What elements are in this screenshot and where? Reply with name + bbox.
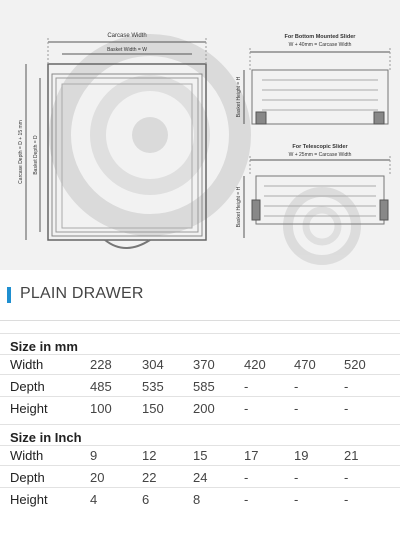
table-cell: 19 <box>294 448 309 463</box>
table-cell: 21 <box>344 448 359 463</box>
table-cell: 6 <box>142 492 150 507</box>
table-cell: 420 <box>244 357 266 372</box>
section-rule <box>0 333 400 334</box>
row-label-width: Width <box>10 448 44 463</box>
table-cell: 470 <box>294 357 316 372</box>
table-cell: 12 <box>142 448 157 463</box>
row-label-depth: Depth <box>10 379 45 394</box>
table-cell: - <box>294 401 299 416</box>
row-rule <box>0 487 400 488</box>
table-cell: - <box>344 470 349 485</box>
table-cell: 15 <box>193 448 208 463</box>
row-label-height: Height <box>10 401 48 416</box>
row-label-height: Height <box>10 492 48 507</box>
row-rule <box>0 374 400 375</box>
section-heading: Size in mm <box>10 339 78 354</box>
title-divider <box>0 320 400 321</box>
telescopic-basket-height-label: Basket Height = H <box>236 186 242 228</box>
table-cell: - <box>294 379 299 394</box>
carcase-width-label: Carcase Width <box>107 33 147 39</box>
basket-depth-label: Basket Depth = D <box>33 135 39 175</box>
table-cell: 24 <box>193 470 208 485</box>
table-cell: - <box>344 379 349 394</box>
table-cell: - <box>344 492 349 507</box>
table-cell: 22 <box>142 470 157 485</box>
section-heading: Size in Inch <box>10 430 82 445</box>
telescopic-slider-title: For Telescopic Slider <box>292 144 348 150</box>
table-cell: 100 <box>90 401 112 416</box>
table-cell: 535 <box>142 379 164 394</box>
table-cell: 585 <box>193 379 215 394</box>
carcase-depth-label: Carcase Depth = D + 15 mm <box>18 120 24 184</box>
section-heading-rule <box>0 354 400 355</box>
table-cell: - <box>244 492 249 507</box>
table-cell: 370 <box>193 357 215 372</box>
table-cell: 8 <box>193 492 201 507</box>
telescopic-slider-formula: W + 25mm = Carcase Width <box>288 152 352 158</box>
title-accent-bar <box>7 287 11 303</box>
table-cell: 304 <box>142 357 164 372</box>
row-rule <box>0 465 400 466</box>
page-title: PLAIN DRAWER <box>20 285 144 302</box>
table-cell: - <box>244 470 249 485</box>
diagram-svg <box>0 0 400 270</box>
table-cell: 17 <box>244 448 259 463</box>
bottom-slider-formula: W + 40mm = Carcase Width <box>288 42 352 48</box>
row-label-depth: Depth <box>10 470 45 485</box>
basket-width-label: Basket Width = W <box>107 47 147 53</box>
table-cell: - <box>344 401 349 416</box>
table-cell: 9 <box>90 448 98 463</box>
section-rule <box>0 424 400 425</box>
table-cell: 520 <box>344 357 366 372</box>
row-label-width: Width <box>10 357 44 372</box>
row-rule <box>0 396 400 397</box>
bottom-slider-view <box>244 48 390 124</box>
table-cell: - <box>294 470 299 485</box>
section-heading-rule <box>0 445 400 446</box>
table-cell: - <box>244 401 249 416</box>
table-cell: 485 <box>90 379 112 394</box>
table-cell: 20 <box>90 470 105 485</box>
table-cell: - <box>244 379 249 394</box>
bottom-basket-height-label: Basket Height = H <box>236 76 242 118</box>
bottom-slider-title: For Bottom Mounted Slider <box>284 34 356 40</box>
table-cell: 4 <box>90 492 98 507</box>
table-cell: 228 <box>90 357 112 372</box>
table-cell: 150 <box>142 401 164 416</box>
table-cell: 200 <box>193 401 215 416</box>
table-cell: - <box>294 492 299 507</box>
drawer-diagram <box>0 0 400 270</box>
